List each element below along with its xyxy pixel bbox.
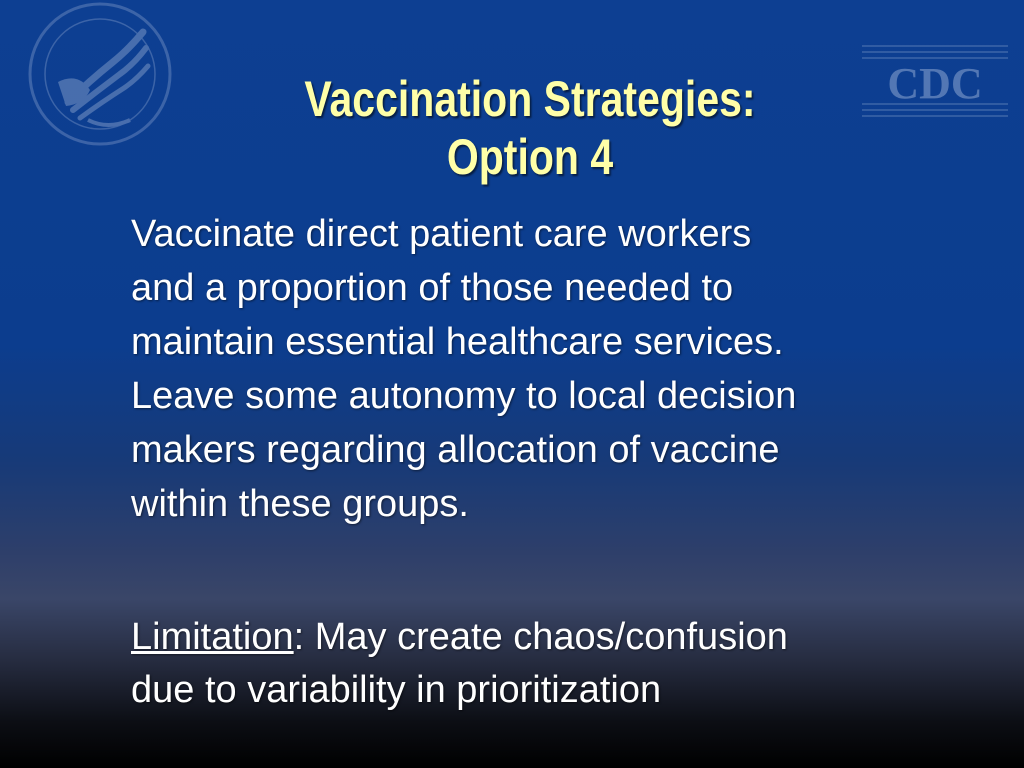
limitation-text: : May create chaos/confusion [293,616,788,658]
body-line: within these groups. [131,483,469,525]
body-line: makers regarding allocation of vaccine [131,429,780,471]
body-paragraph [131,207,1001,531]
limitation-line1 [131,611,1001,664]
limitation-line2: due to variability in prioritization [131,669,662,711]
body-line: maintain essential healthcare services. [131,321,784,363]
slide-title-line2: Option 4 [446,129,614,185]
cdc-logo-icon [862,42,1008,122]
slide-title-line1: Vaccination Strategies: [304,71,756,127]
body-line: Leave some autonomy to local decision [131,375,797,417]
limitation-paragraph [131,611,1001,717]
hhs-seal-icon [18,2,178,152]
svg-text:CDC: CDC [887,59,983,108]
body-line: Vaccinate direct patient care workers [131,213,752,255]
limitation-label: Limitation [131,616,294,658]
body-line: and a proportion of those needed to [131,267,734,309]
